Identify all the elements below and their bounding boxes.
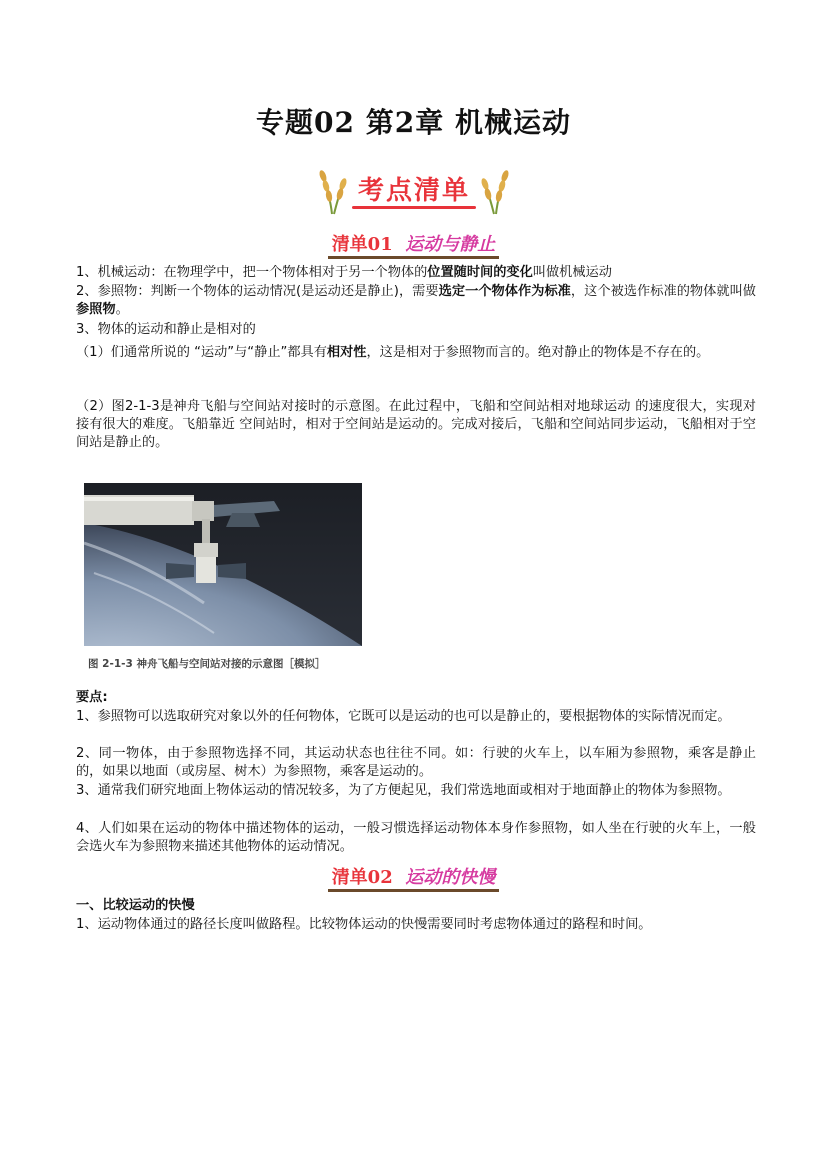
banner-underline xyxy=(352,206,476,209)
docking-image xyxy=(84,483,362,646)
page-title: 专题02 第2章 机械运动 xyxy=(256,106,571,139)
item-mechanical-motion: 1、机械运动：在物理学中，把一个物体相对于另一个物体的位置随时间的变化叫做机械运动 xyxy=(76,265,612,280)
docking-illustration xyxy=(84,483,362,646)
key-point-1: 1、参照物可以选取研究对象以外的任何物体，它既可以是运动的也可以是静止的，要根据物体的实际情况而定。 xyxy=(76,709,731,724)
section-2-label: 运动的快慢 xyxy=(405,867,496,888)
key-point-3: 3、通常我们研究地面上物体运动的情况较多，为了方便起见，我们常选地面或相对于地面静止的物体为参照物。 xyxy=(76,783,731,798)
key-points-heading: 要点: xyxy=(76,690,108,705)
key-points-banner xyxy=(314,166,514,216)
section-1-number: 清单01 xyxy=(331,234,393,255)
subitem-relativity-1: （1）们通常所说的 “运动”与“静止”都具有相对性，这是相对于参照物而言的。绝对静止的物体是不存在的。 xyxy=(76,345,710,360)
item-reference-object: 2、参照物：判断一个物体的运动情况(是运动还是静止)，需要选定一个物体作为标准，这个被选作标准的物体就叫做参照物。 xyxy=(76,284,756,317)
banner-label: 考点清单 xyxy=(357,176,470,206)
compare-speed-heading: 一、比较运动的快慢 xyxy=(76,898,195,913)
key-point-4: 4、人们如果在运动的物体中描述物体的运动，一般习惯选择运动物体本身作参照物，如人坐在行驶的火车上，一般会选火车为参照物来描述其他物体的运动情况。 xyxy=(76,821,756,854)
figure-caption: 图 2-1-3 神舟飞船与空间站对接的示意图［模拟］ xyxy=(88,658,326,670)
subitem-relativity-2: （2）图2-1-3是神舟飞船与空间站对接时的示意图。在此过程中，飞船和空间站相对地球运动 的速度很大，实现对接有很大的难度。飞船靠近 空间站时，相对于空间站是运动的。完成对接后，飞船和空间站同步运动，飞船相对于空间站是静止的。 xyxy=(76,399,756,450)
key-point-2: 2、同一物体，由于参照物选择不同，其运动状态也往往不同。如：行驶的火车上，以车厢为参照物，乘客是静止的，如果以地面（或房屋、树木）为参照物，乘客是运动的。 xyxy=(76,746,756,779)
compare-speed-item-1: 1、运动物体通过的路径长度叫做路程。比较物体运动的快慢需要同时考虑物体通过的路程和时间。 xyxy=(76,917,652,932)
wheat-right-icon xyxy=(478,166,514,216)
section-heading-1 xyxy=(0,230,827,256)
section-1-label: 运动与静止 xyxy=(405,234,496,255)
section-heading-2 xyxy=(0,863,827,889)
wheat-left-icon xyxy=(314,166,350,216)
item-relativity: 3、物体的运动和静止是相对的 xyxy=(76,322,256,337)
section-2-number: 清单02 xyxy=(331,867,393,888)
